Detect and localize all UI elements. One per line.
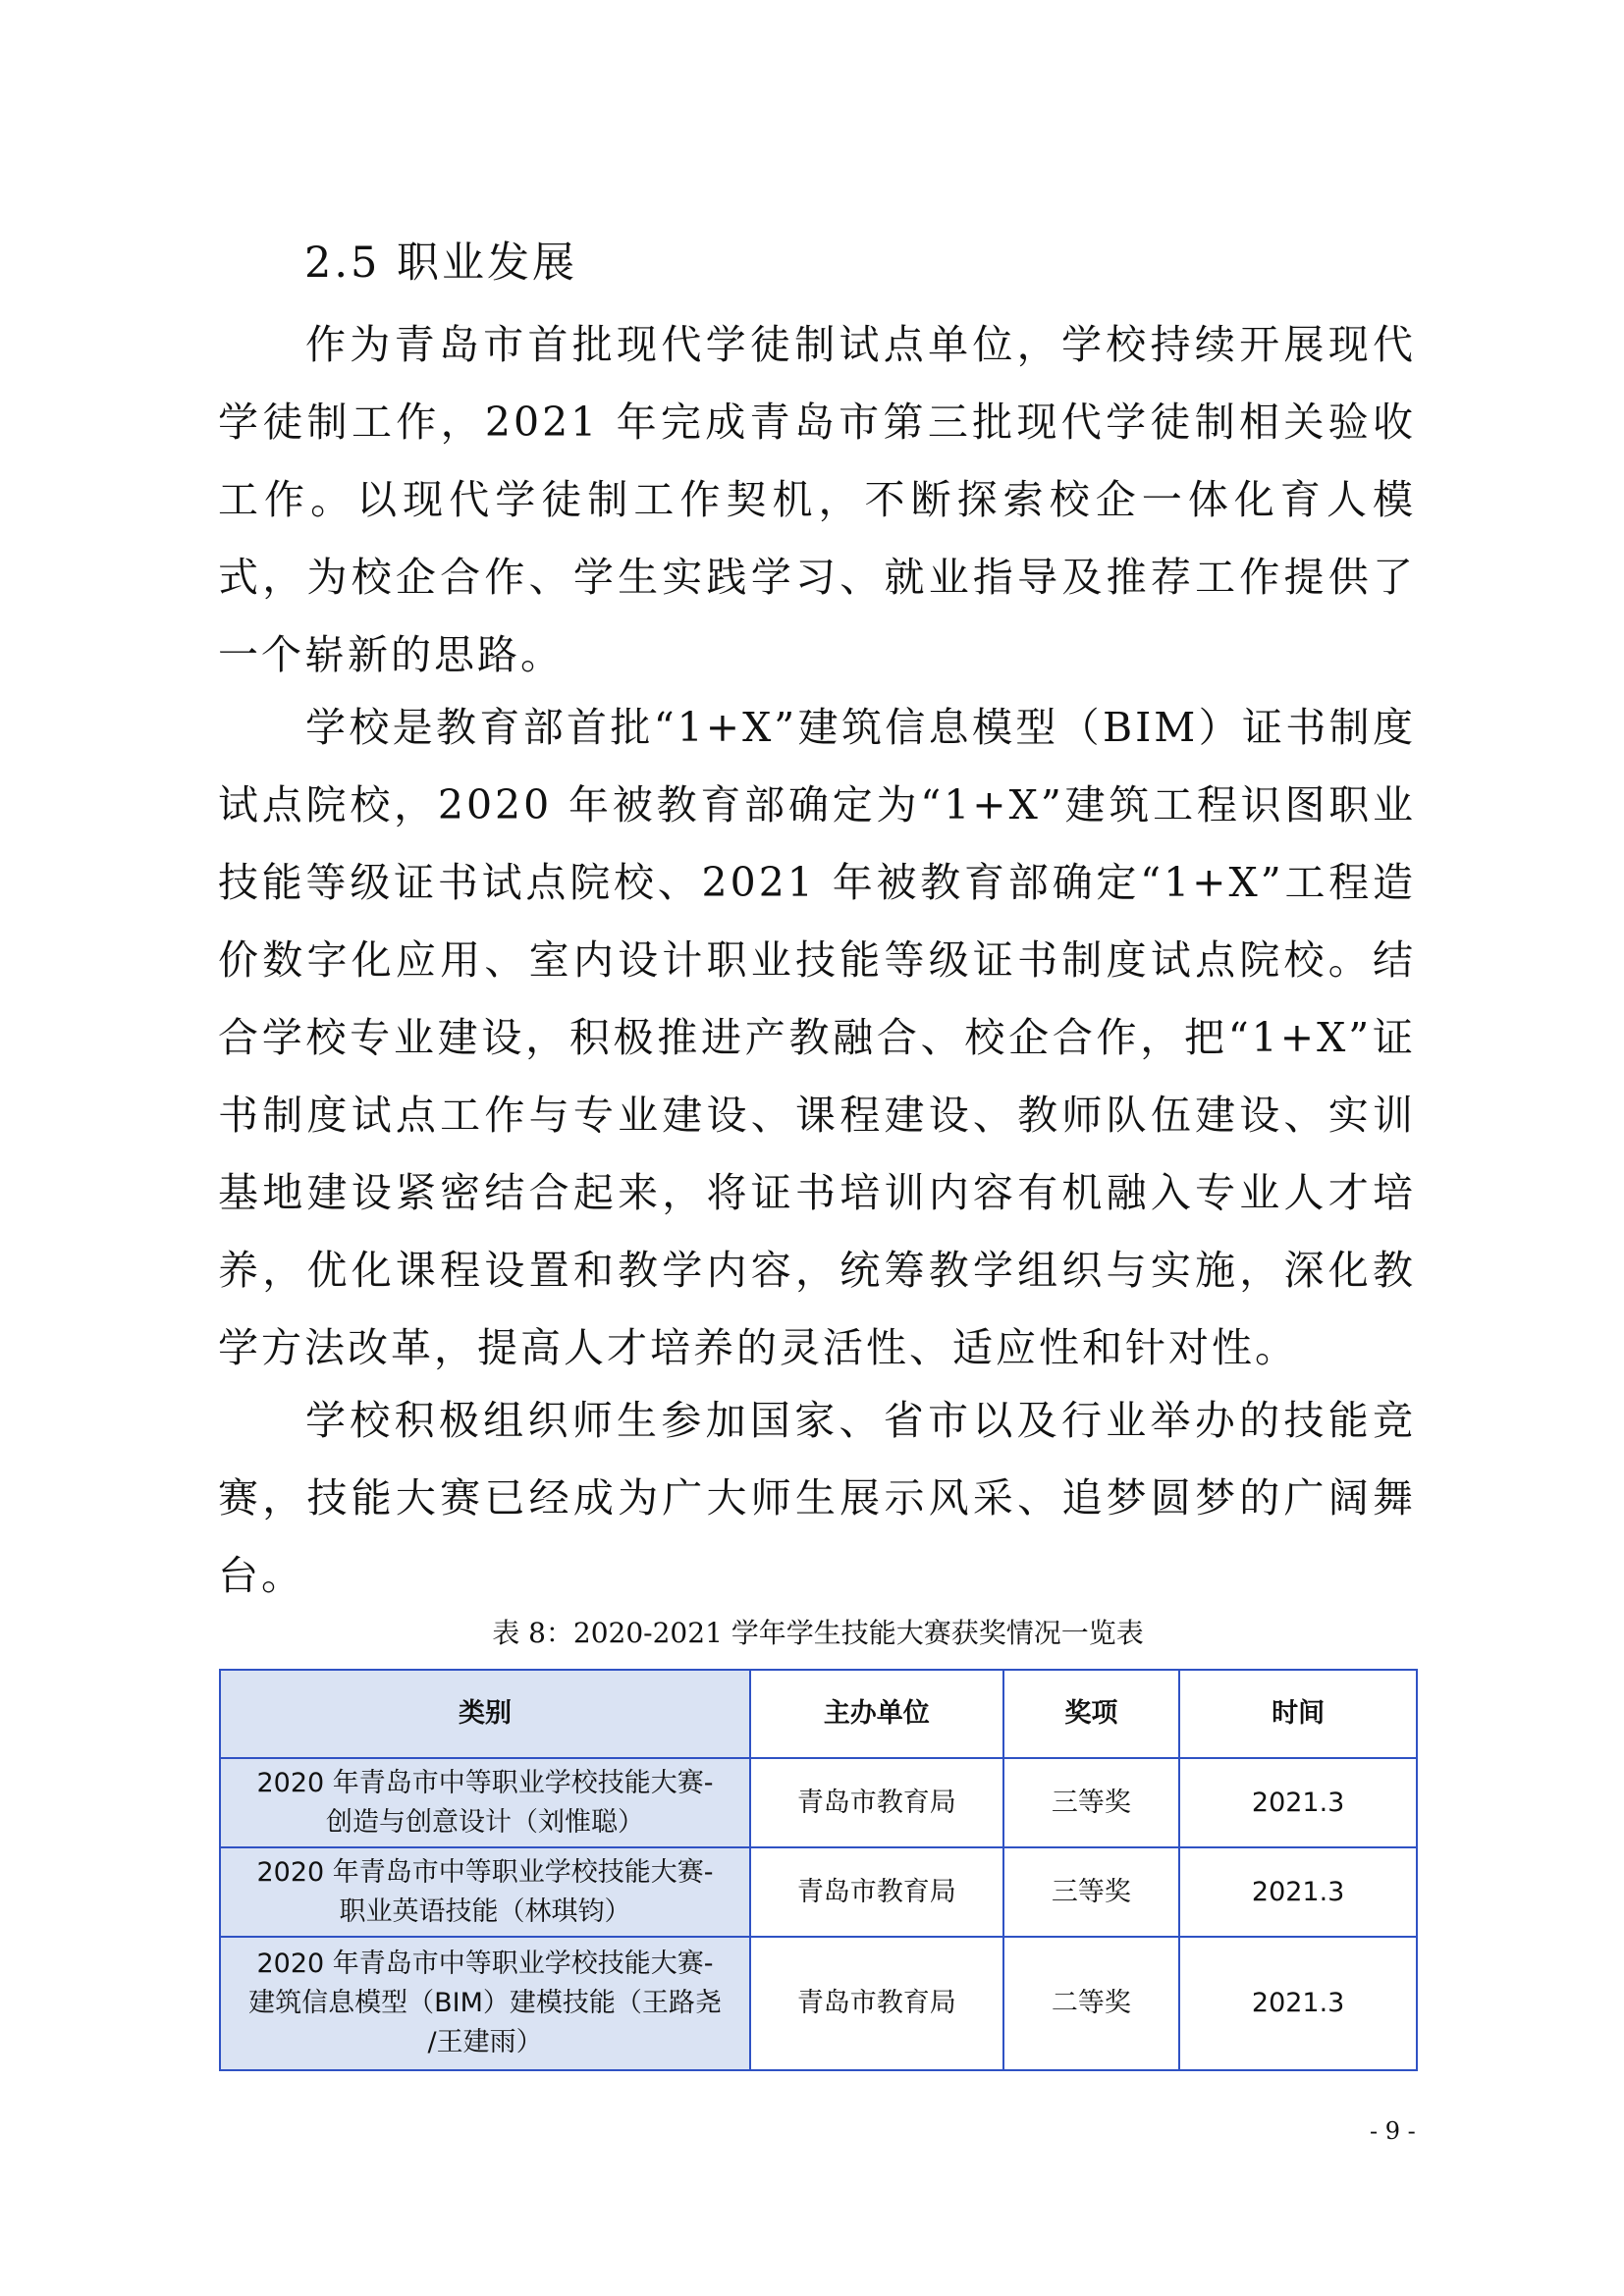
page-number: - 9 - xyxy=(1370,2117,1416,2145)
category-line: /王建雨） xyxy=(427,2027,543,2057)
award-cell: 三等奖 xyxy=(1003,1847,1180,1937)
table-row xyxy=(220,1758,1417,1847)
category-line: 职业英语技能（林琪钧） xyxy=(339,1896,631,1927)
table-row xyxy=(220,1847,1417,1937)
organizer-cell: 青岛市教育局 xyxy=(750,1847,1003,1937)
category-cell xyxy=(220,1937,750,2070)
organizer-cell: 青岛市教育局 xyxy=(750,1937,1003,2070)
time-cell: 2021.3 xyxy=(1179,1847,1417,1937)
section-heading: 2.5 职业发展 xyxy=(304,239,578,288)
header-time: 时间 xyxy=(1179,1670,1417,1758)
category-cell xyxy=(220,1847,750,1937)
paragraph-1x-certificate: 学校是教育部首批“1+X”建筑信息模型（BIM）证书制度试点院校，2020 年被教育部确定为“1+X”建筑工程识图职业技能等级证书试点院校、2021 年被教育部确定“1+X”工程造价数字化应用、室内设计职业技能等级证书制度试点院校。结合学校专业建设，积极推进产教融合、校企合作，把“1+X”证书制度试点工作与专业建设、课程建设、教师队伍建设、实训基地建设紧密结合起来，将证书培训内容有机融入专业人才培养，优化课程设置和教学内容，统筹教学组织与实施，深化教学方法改革，提高人才培养的灵活性、适应性和针对性。 xyxy=(218,704,1416,1371)
table-header-row xyxy=(220,1670,1417,1758)
category-line: 2020 年青岛市中等职业学校技能大赛- xyxy=(256,1856,714,1888)
award-cell: 三等奖 xyxy=(1003,1758,1180,1847)
table-caption: 表 8：2020-2021 学年学生技能大赛获奖情况一览表 xyxy=(492,1617,1144,1649)
time-cell: 2021.3 xyxy=(1179,1937,1417,2070)
category-line: 2020 年青岛市中等职业学校技能大赛- xyxy=(256,1767,714,1798)
category-line: 创造与创意设计（刘惟聪） xyxy=(326,1806,645,1838)
header-organizer: 主办单位 xyxy=(750,1670,1003,1758)
paragraph-skills-competition: 学校积极组织师生参加国家、省市以及行业举办的技能竞赛，技能大赛已经成为广大师生展示风采、追梦圆梦的广阔舞台。 xyxy=(218,1397,1416,1599)
header-award: 奖项 xyxy=(1003,1670,1180,1758)
paragraph-apprenticeship: 作为青岛市首批现代学徒制试点单位，学校持续开展现代学徒制工作，2021 年完成青岛市第三批现代学徒制相关验收工作。以现代学徒制工作契机，不断探索校企一体化育人模式，为校企合作、学生实践学习、就业指导及推荐工作提供了一个崭新的思路。 xyxy=(218,321,1416,678)
time-cell: 2021.3 xyxy=(1179,1758,1417,1847)
organizer-cell: 青岛市教育局 xyxy=(750,1758,1003,1847)
category-cell xyxy=(220,1758,750,1847)
table-row xyxy=(220,1937,1417,2070)
award-cell: 二等奖 xyxy=(1003,1937,1180,2070)
awards-table xyxy=(219,1669,1418,2071)
header-category: 类别 xyxy=(220,1670,750,1758)
category-line: 建筑信息模型（BIM）建模技能（王路尧 xyxy=(248,1988,722,2018)
category-line: 2020 年青岛市中等职业学校技能大赛- xyxy=(256,1949,714,1979)
